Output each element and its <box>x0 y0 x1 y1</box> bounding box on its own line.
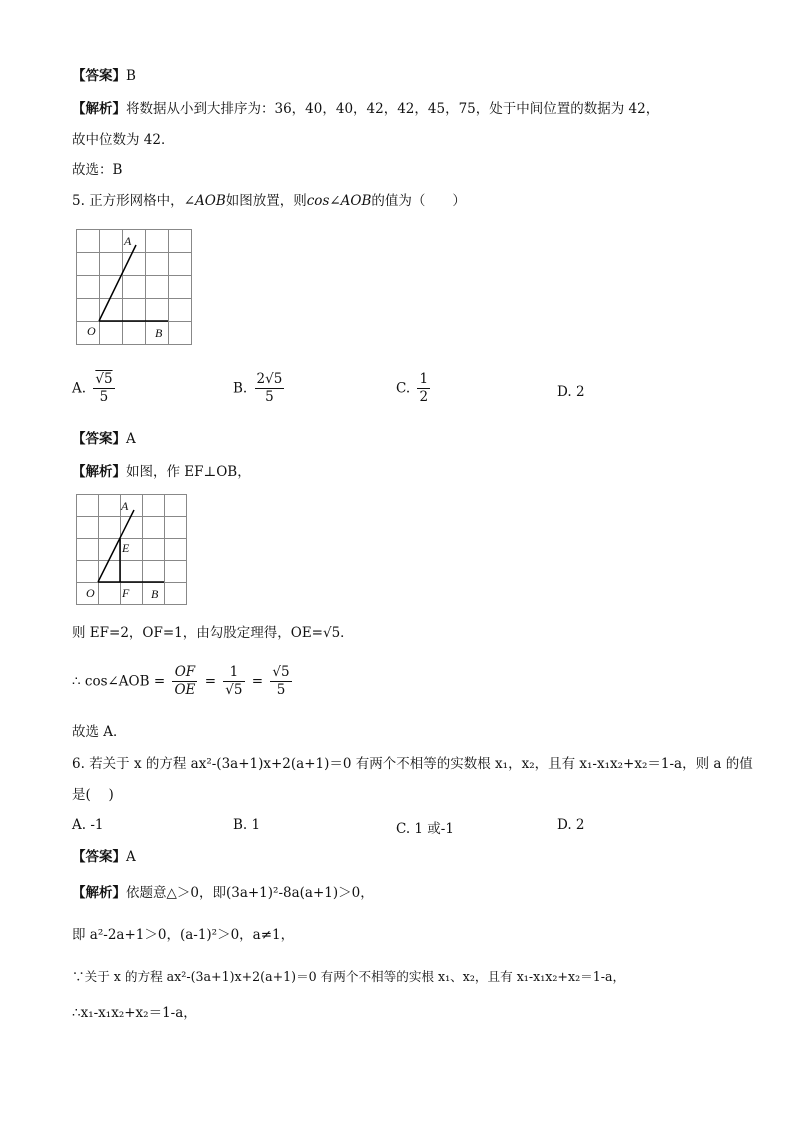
q6-stem-line-1 <box>72 755 753 773</box>
analysis-text: 将数据从小到大排序为：36，40，40，42，42，45，75，处于中间位置的数据为 42， <box>126 101 660 117</box>
calc-lead: ∴ cos∠AOB = <box>72 673 166 690</box>
q4-analysis-line-1 <box>72 100 659 118</box>
q5-solution-figure <box>76 494 188 606</box>
denominator: OE <box>174 682 196 698</box>
fraction-of-oe <box>172 664 197 699</box>
answer-value: A <box>126 849 136 865</box>
fraction-root5-5 <box>270 664 291 699</box>
option-b[interactable] <box>233 371 287 406</box>
option-label: B. <box>233 380 248 397</box>
label-e: E <box>122 541 130 555</box>
answer-value: B <box>126 68 136 84</box>
q5-analysis-line-1 <box>72 463 251 481</box>
answer-tag: 【答案】 <box>72 68 126 84</box>
numerator: 2√5 <box>256 371 283 387</box>
ray-oa <box>99 245 136 321</box>
option-fraction <box>255 371 285 406</box>
option-value: 2 <box>575 384 585 400</box>
label-b: B <box>155 326 163 340</box>
option-a[interactable] <box>72 371 118 406</box>
q6-analysis-line-2: 即 a²-2a+1＞0，(a-1)²＞0，a≠1， <box>72 927 295 943</box>
q5-calc-line-1: 则 EF=2，OF=1，由勾股定理得，OE=√5． <box>72 625 354 641</box>
option-a[interactable]: A. -1 <box>72 817 104 833</box>
analysis-text: 依题意△＞0，即(3a+1)²-8a(a+1)＞0， <box>126 885 374 901</box>
numerator: OF <box>172 664 197 682</box>
option-label: D. <box>557 384 572 400</box>
analysis-tag: 【解析】 <box>72 101 126 117</box>
label-o: O <box>87 324 96 338</box>
option-d[interactable] <box>557 384 585 400</box>
label-a: A <box>124 234 132 248</box>
q6-analysis-line-1 <box>72 884 374 902</box>
stem-text: 若关于 x 的方程 ax²-(3a+1)x+2(a+1)＝0 有两个不相等的实数根 x₁，x₂，且有 x₁-x₁x₂+x₂＝1-a，则 a 的值 <box>89 756 753 772</box>
stem-part-3: 的值为（ ） <box>371 193 466 209</box>
q5-calc-line-2 <box>72 664 295 699</box>
analysis-tag: 【解析】 <box>72 885 126 901</box>
analysis-text: 如图，作 EF⊥OB， <box>126 464 251 480</box>
equals-sign: = <box>204 673 216 690</box>
numerator: √5 <box>272 664 290 680</box>
q6-analysis-line-3: ∵关于 x 的方程 ax²-(3a+1)x+2(a+1)＝0 有两个不相等的实根 x₁、x₂，且有 x₁-x₁x₂+x₂＝1-a， <box>72 969 626 984</box>
answer-tag: 【答案】 <box>72 431 126 447</box>
denominator: 5 <box>99 389 109 405</box>
stem-part-2: 如图放置，则 <box>225 193 307 209</box>
denominator: 5 <box>265 389 274 405</box>
q5-conclusion: 故选 A． <box>72 724 127 740</box>
q6-stem-line-2: 是( ) <box>72 787 114 803</box>
denominator: √5 <box>225 682 243 698</box>
label-b: B <box>151 587 159 601</box>
question-number: 5. <box>72 193 85 209</box>
option-label: C. <box>396 380 411 397</box>
q6-answer-line <box>72 848 136 866</box>
denominator: 5 <box>276 682 286 698</box>
fraction-1-root5 <box>223 664 244 699</box>
answer-tag: 【答案】 <box>72 849 126 865</box>
option-c[interactable] <box>396 371 433 406</box>
option-fraction <box>417 371 430 406</box>
equals-sign: = <box>251 673 264 690</box>
stem-part-1: 正方形网格中， <box>89 193 184 209</box>
option-fraction <box>93 371 114 406</box>
option-label: A. <box>72 380 87 397</box>
numerator: 1 <box>419 371 429 387</box>
analysis-tag: 【解析】 <box>72 464 126 480</box>
option-b[interactable]: B. 1 <box>233 817 261 833</box>
denominator: 2 <box>419 389 429 405</box>
q4-conclusion: 故选：B <box>72 162 123 178</box>
q4-analysis-line-2: 故中位数为 42． <box>72 132 175 148</box>
q5-stem <box>72 192 466 210</box>
label-a: A <box>121 499 129 513</box>
q6-analysis-line-4: ∴x₁-x₁x₂+x₂＝1-a， <box>72 1005 197 1021</box>
q4-answer-line <box>72 67 136 85</box>
numerator: √5 <box>95 371 113 387</box>
angle-label: ∠AOB <box>183 193 226 209</box>
option-c[interactable]: C. 1 或-1 <box>396 821 454 837</box>
question-number: 6. <box>72 756 85 772</box>
answer-value: A <box>126 431 136 447</box>
label-o: O <box>86 586 95 600</box>
numerator: 1 <box>223 664 244 682</box>
label-f: F <box>122 586 130 600</box>
option-d[interactable]: D. 2 <box>557 817 585 833</box>
cos-expr: cos∠AOB <box>306 193 372 209</box>
q5-answer-line <box>72 430 136 448</box>
q5-grid-figure <box>76 229 192 346</box>
